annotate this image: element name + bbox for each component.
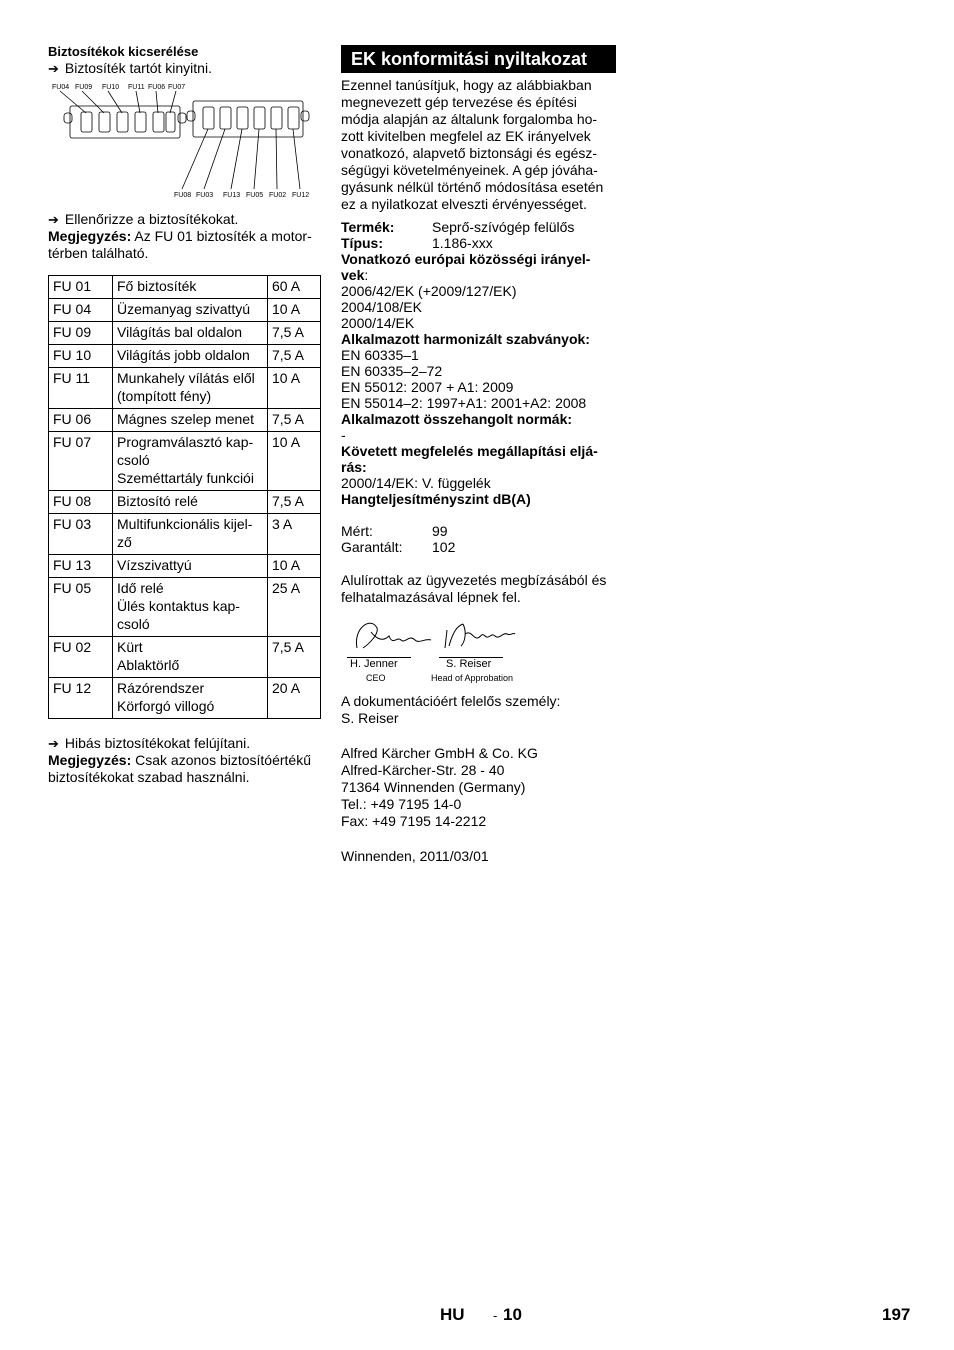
footer-section-page: 10 [503,1305,522,1324]
fuse-desc-cell: Fő biztosíték [113,276,268,299]
signatures-block [341,618,616,683]
company-address: Alfred Kärcher GmbH & Co. KG Alfred-Kärcher-Str. 28 - 40 71364 Winnenden (Germany) Tel.: +49 7195 14-0 Fax: +49 7195 14-2212 [341,745,538,829]
directives-list: 2006/42/EK (+2009/127/EK) 2004/108/EK 2000/14/EK [341,283,517,331]
diagram-label-top-4: FU06 [148,84,166,91]
fuse-id-cell: FU 10 [49,345,113,368]
fuse-id-cell: FU 03 [49,514,113,555]
guaranteed-label: Garantált: [341,539,403,555]
fuse-amp-cell: 10 A [268,432,321,491]
table-row [49,368,321,409]
sound-label: Hangteljesítményszint dB(A) [341,491,531,507]
sig2-role: Head of Approbation [431,673,514,683]
fuse-desc-cell: Munkahely vílátás elől (tompított fény) [113,368,268,409]
signature-reiser [441,620,516,652]
fuse-desc-cell: Kürt Ablaktörlő [113,637,268,678]
note-text: Az FU 01 biztosíték a motor-térben található. [48,228,312,261]
fuse-id-cell: FU 02 [49,637,113,678]
note-same-rating [48,752,321,786]
table-row [49,514,321,555]
procedure-label: Követett megfelelés megállapítási eljá-rás: [341,443,598,475]
diagram-label-top-0: FU04 [52,84,70,91]
place-date: Winnenden, 2011/03/01 [341,848,489,864]
type-row [341,235,616,251]
norms-value: - [341,427,346,443]
table-row [49,555,321,578]
fuse-holder-diagram [48,79,321,199]
fuse-amp-cell: 10 A [268,368,321,409]
fuse-id-cell: FU 07 [49,432,113,491]
fuse-desc-cell: Idő relé Ülés kontaktus kap- csoló [113,578,268,637]
type-label: Típus: [341,235,383,251]
arrow-right-icon: ➔ [48,736,59,751]
step-text: Ellenőrizze a biztosítékokat. [64,211,239,227]
table-row [49,322,321,345]
fuse-amp-cell: 3 A [268,514,321,555]
fuse-amp-cell: 10 A [268,299,321,322]
fuse-table [48,275,321,719]
table-row [49,276,321,299]
fuse-desc-cell: Biztosító relé [113,491,268,514]
fuse-id-cell: FU 12 [49,678,113,719]
fuse-desc-cell: Programválasztó kap- csoló Szeméttartály funkciói [113,432,268,491]
right-column [341,44,616,865]
fuse-amp-cell: 25 A [268,578,321,637]
guaranteed-value: 102 [432,539,456,555]
measured-row [341,523,616,539]
diagram-label-top-1: FU09 [75,84,93,91]
fuse-desc-cell: Mágnes szelep menet [113,409,268,432]
diagram-label-top-2: FU10 [102,84,120,91]
step-text: Hibás biztosítékokat felújítani. [64,735,251,751]
fuse-desc-cell: Világítás jobb oldalon [113,345,268,368]
footer-page-number: 197 [882,1305,911,1324]
diagram-label-top-5: FU07 [168,84,186,91]
sig1-role: CEO [366,673,386,683]
table-row [49,345,321,368]
table-row [49,678,321,719]
signatories-text: Alulírottak az ügyvezetés megbízásából és felhatalmazásával lépnek fel. [341,572,607,605]
measured-value: 99 [432,523,448,539]
directives-heading [341,251,616,283]
diagram-label-bottom-3: FU05 [246,192,264,199]
norms-label: Alkalmazott összehangolt normák: [341,411,573,427]
fuse-id-cell: FU 09 [49,322,113,345]
standards-label: Alkalmazott harmonizált szabványok: [341,331,590,347]
product-info [341,219,616,251]
fuse-id-cell: FU 11 [49,368,113,409]
arrow-right-icon: ➔ [48,61,59,76]
step-check-fuses [48,211,321,228]
left-column [48,44,321,786]
directives-label: Vonatkozó európai közösségi irányel-vek [341,251,591,283]
sound-values [341,523,616,555]
fuse-amp-cell: 20 A [268,678,321,719]
signature-jenner [349,618,434,654]
footer-language: HU [440,1305,465,1324]
table-row [49,637,321,678]
footer-dash: - [493,1308,498,1323]
table-row [49,409,321,432]
table-row [49,299,321,322]
step-renew-fuses [48,735,321,752]
note-label: Megjegyzés: [48,228,132,244]
fuse-amp-cell: 10 A [268,555,321,578]
note-label: Megjegyzés: [48,752,132,768]
fuse-amp-cell: 7,5 A [268,637,321,678]
fuse-desc-cell: Világítás bal oldalon [113,322,268,345]
table-row [49,432,321,491]
fuse-desc-cell: Multifunkcionális kijel- ző [113,514,268,555]
note-fu01 [48,228,321,262]
product-label: Termék: [341,219,395,235]
product-value: Seprő-szívógép felülős [432,219,575,235]
fuse-id-cell: FU 06 [49,409,113,432]
fuse-amp-cell: 7,5 A [268,491,321,514]
type-value: 1.186-xxx [432,235,493,251]
diagram-label-bottom-5: FU12 [292,192,310,199]
fuse-replace-heading: Biztosítékok kicserélése [48,44,199,59]
fuse-desc-cell: Rázórendszer Körforgó villogó [113,678,268,719]
diagram-label-bottom-0: FU08 [174,192,192,199]
fuse-amp-cell: 60 A [268,276,321,299]
table-row [49,491,321,514]
note-text: Csak azonos biztosítóértékű biztosítékokat szabad használni. [48,752,312,785]
procedure-value: 2000/14/EK: V. függelék [341,475,491,491]
fuse-id-cell: FU 08 [49,491,113,514]
product-row [341,219,616,235]
directives-colon: : [364,267,369,283]
fuse-id-cell: FU 13 [49,555,113,578]
diagram-label-top-3: FU11 [128,84,145,91]
fuse-id-cell: FU 01 [49,276,113,299]
measured-label: Mért: [341,523,373,539]
declaration-title: EK konformitási nyiltakozat [341,45,616,73]
fuse-desc-cell: Üzemanyag szivattyú [113,299,268,322]
table-row [49,578,321,637]
diagram-label-bottom-1: FU03 [196,192,214,199]
fuse-amp-cell: 7,5 A [268,409,321,432]
fuse-amp-cell: 7,5 A [268,322,321,345]
fuse-id-cell: FU 05 [49,578,113,637]
declaration-intro: Ezennel tanúsítjuk, hogy az alábbiakban megnevezett gép tervezése és építési módja alapján az általunk forgalomba ho-zott kivitelben megfelel az EK irányelvek vonatkozó, alapvető biztonsági és egész-ségügyi követelményeinek. A gép jóváha-gyásunk nélkül történő módosítása esetén ez a nyilatkozat elveszti érvényességet. [341,77,604,212]
diagram-label-bottom-4: FU02 [269,192,287,199]
arrow-right-icon: ➔ [48,212,59,227]
diagram-label-bottom-2: FU13 [223,192,241,199]
sig2-name: S. Reiser [446,658,492,670]
documentation-responsible: A dokumentációért felelős személy: S. Reiser [341,693,561,726]
fuse-amp-cell: 7,5 A [268,345,321,368]
guaranteed-row [341,539,616,555]
step-open-holder [48,60,321,77]
sig1-name: H. Jenner [350,658,398,670]
fuse-desc-cell: Vízszivattyú [113,555,268,578]
standards-list: EN 60335–1 EN 60335–2–72 EN 55012: 2007 + A1: 2009 EN 55014–2: 1997+A1: 2001+A2: 2008 [341,347,587,411]
fuse-id-cell: FU 04 [49,299,113,322]
step-text: Biztosíték tartót kinyitni. [64,60,212,76]
